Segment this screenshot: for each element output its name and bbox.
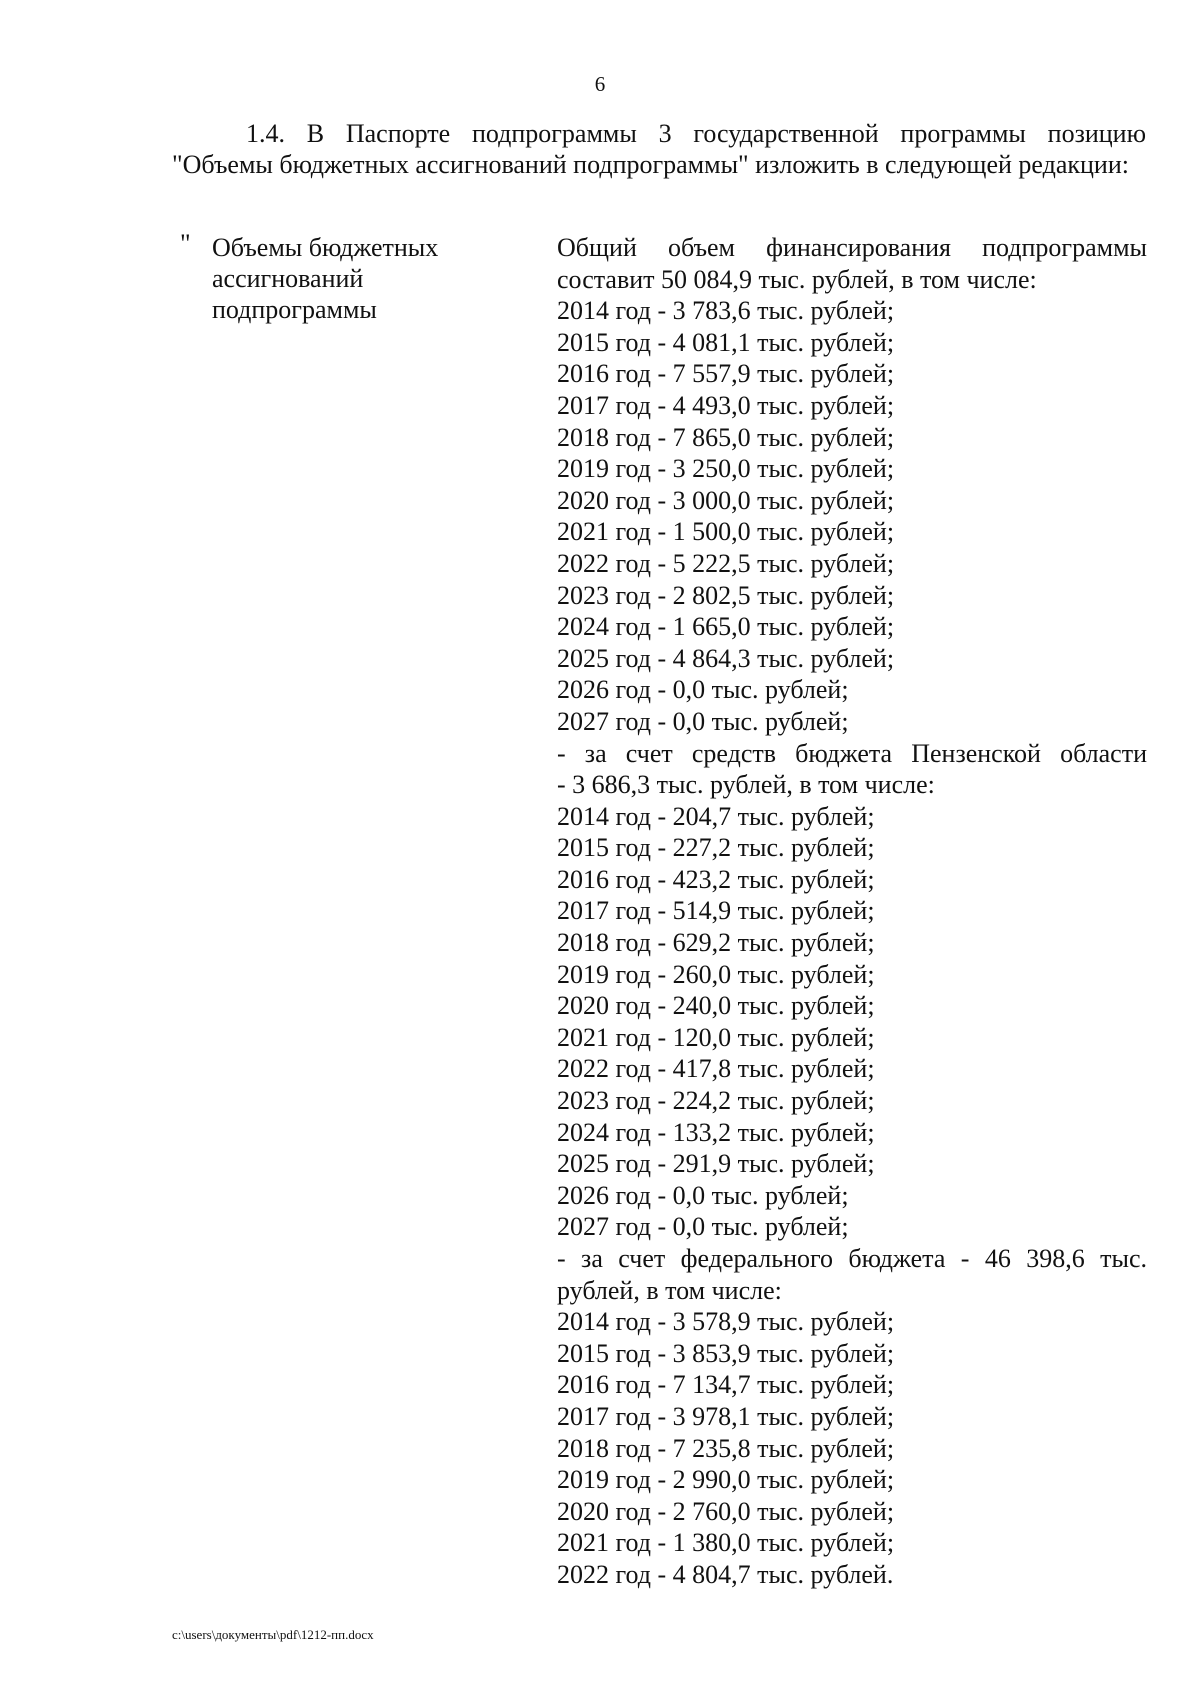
budget-line: 2024 год - 133,2 тыс. рублей;	[557, 1117, 875, 1147]
budget-volume-details	[557, 232, 1147, 1591]
budget-line: 2015 год - 3 853,9 тыс. рублей;	[557, 1338, 895, 1368]
budget-line: 2026 год - 0,0 тыс. рублей;	[557, 675, 849, 705]
budget-line: 2019 год - 2 990,0 тыс. рублей;	[557, 1465, 895, 1495]
budget-line: 2017 год - 514,9 тыс. рублей;	[557, 896, 875, 926]
budget-line: 2022 год - 5 222,5 тыс. рублей;	[557, 548, 895, 578]
budget-line: 2019 год - 3 250,0 тыс. рублей;	[557, 454, 895, 484]
budget-line: 2023 год - 224,2 тыс. рублей;	[557, 1086, 875, 1116]
budget-line: 2018 год - 7 235,8 тыс. рублей;	[557, 1433, 895, 1463]
opening-quote-mark: "	[180, 229, 191, 258]
budget-line: 2025 год - 291,9 тыс. рублей;	[557, 1149, 875, 1179]
budget-line: 2024 год - 1 665,0 тыс. рублей;	[557, 612, 895, 642]
budget-line: Общий объем финансирования подпрограммы	[557, 233, 1147, 262]
budget-line: 2027 год - 0,0 тыс. рублей;	[557, 1212, 849, 1242]
budget-line: 2025 год - 4 864,3 тыс. рублей;	[557, 643, 895, 673]
budget-line: 2019 год - 260,0 тыс. рублей;	[557, 959, 875, 989]
budget-line: 2017 год - 4 493,0 тыс. рублей;	[557, 390, 895, 420]
budget-line: 2021 год - 1 380,0 тыс. рублей;	[557, 1528, 895, 1558]
budget-line: составит 50 084,9 тыс. рублей, в том числе:	[557, 264, 1037, 294]
budget-line: 2014 год - 3 783,6 тыс. рублей;	[557, 296, 895, 326]
budget-line: 2020 год - 2 760,0 тыс. рублей;	[557, 1496, 895, 1526]
budget-line: 2021 год - 1 500,0 тыс. рублей;	[557, 517, 895, 547]
budget-line: 2021 год - 120,0 тыс. рублей;	[557, 1022, 875, 1052]
intro-paragraph: 1.4. В Паспорте подпрограммы 3 государственной программы позицию "Объемы бюджетных ассигнований подпрограммы" изложить в следующей редакции:	[172, 119, 1146, 179]
budget-line: 2027 год - 0,0 тыс. рублей;	[557, 706, 849, 736]
budget-line: рублей, в том числе:	[557, 1275, 782, 1305]
budget-line: - за счет федерального бюджета - 46 398,6 тыс.	[557, 1244, 1147, 1273]
budget-line: 2017 год - 3 978,1 тыс. рублей;	[557, 1401, 895, 1431]
budget-line: 2016 год - 7 134,7 тыс. рублей;	[557, 1370, 895, 1400]
budget-line: 2014 год - 204,7 тыс. рублей;	[557, 801, 875, 831]
footer-file-path: c:\users\документы\pdf\1212-пп.docx	[172, 1627, 374, 1642]
budget-line: 2016 год - 7 557,9 тыс. рублей;	[557, 359, 895, 389]
budget-line: 2016 год - 423,2 тыс. рублей;	[557, 864, 875, 894]
budget-line: 2015 год - 227,2 тыс. рублей;	[557, 833, 875, 863]
budget-line: 2018 год - 7 865,0 тыс. рублей;	[557, 422, 895, 452]
budget-line: 2022 год - 4 804,7 тыс. рублей.	[557, 1559, 894, 1589]
budget-line: 2018 год - 629,2 тыс. рублей;	[557, 928, 875, 958]
budget-line: 2014 год - 3 578,9 тыс. рублей;	[557, 1307, 895, 1337]
budget-line: 2023 год - 2 802,5 тыс. рублей;	[557, 580, 895, 610]
budget-line: - 3 686,3 тыс. рублей, в том числе:	[557, 770, 935, 800]
budget-line: 2015 год - 4 081,1 тыс. рублей;	[557, 327, 895, 357]
budget-line: 2020 год - 3 000,0 тыс. рублей;	[557, 485, 895, 515]
budget-line: 2020 год - 240,0 тыс. рублей;	[557, 991, 875, 1021]
budget-line: 2026 год - 0,0 тыс. рублей;	[557, 1180, 849, 1210]
budget-line: 2022 год - 417,8 тыс. рублей;	[557, 1054, 875, 1084]
budget-volume-label: Объемы бюджетных ассигнований подпрограммы	[212, 233, 439, 325]
budget-line: - за счет средств бюджета Пензенской области	[557, 738, 1147, 768]
page-number: 6	[594, 72, 606, 96]
